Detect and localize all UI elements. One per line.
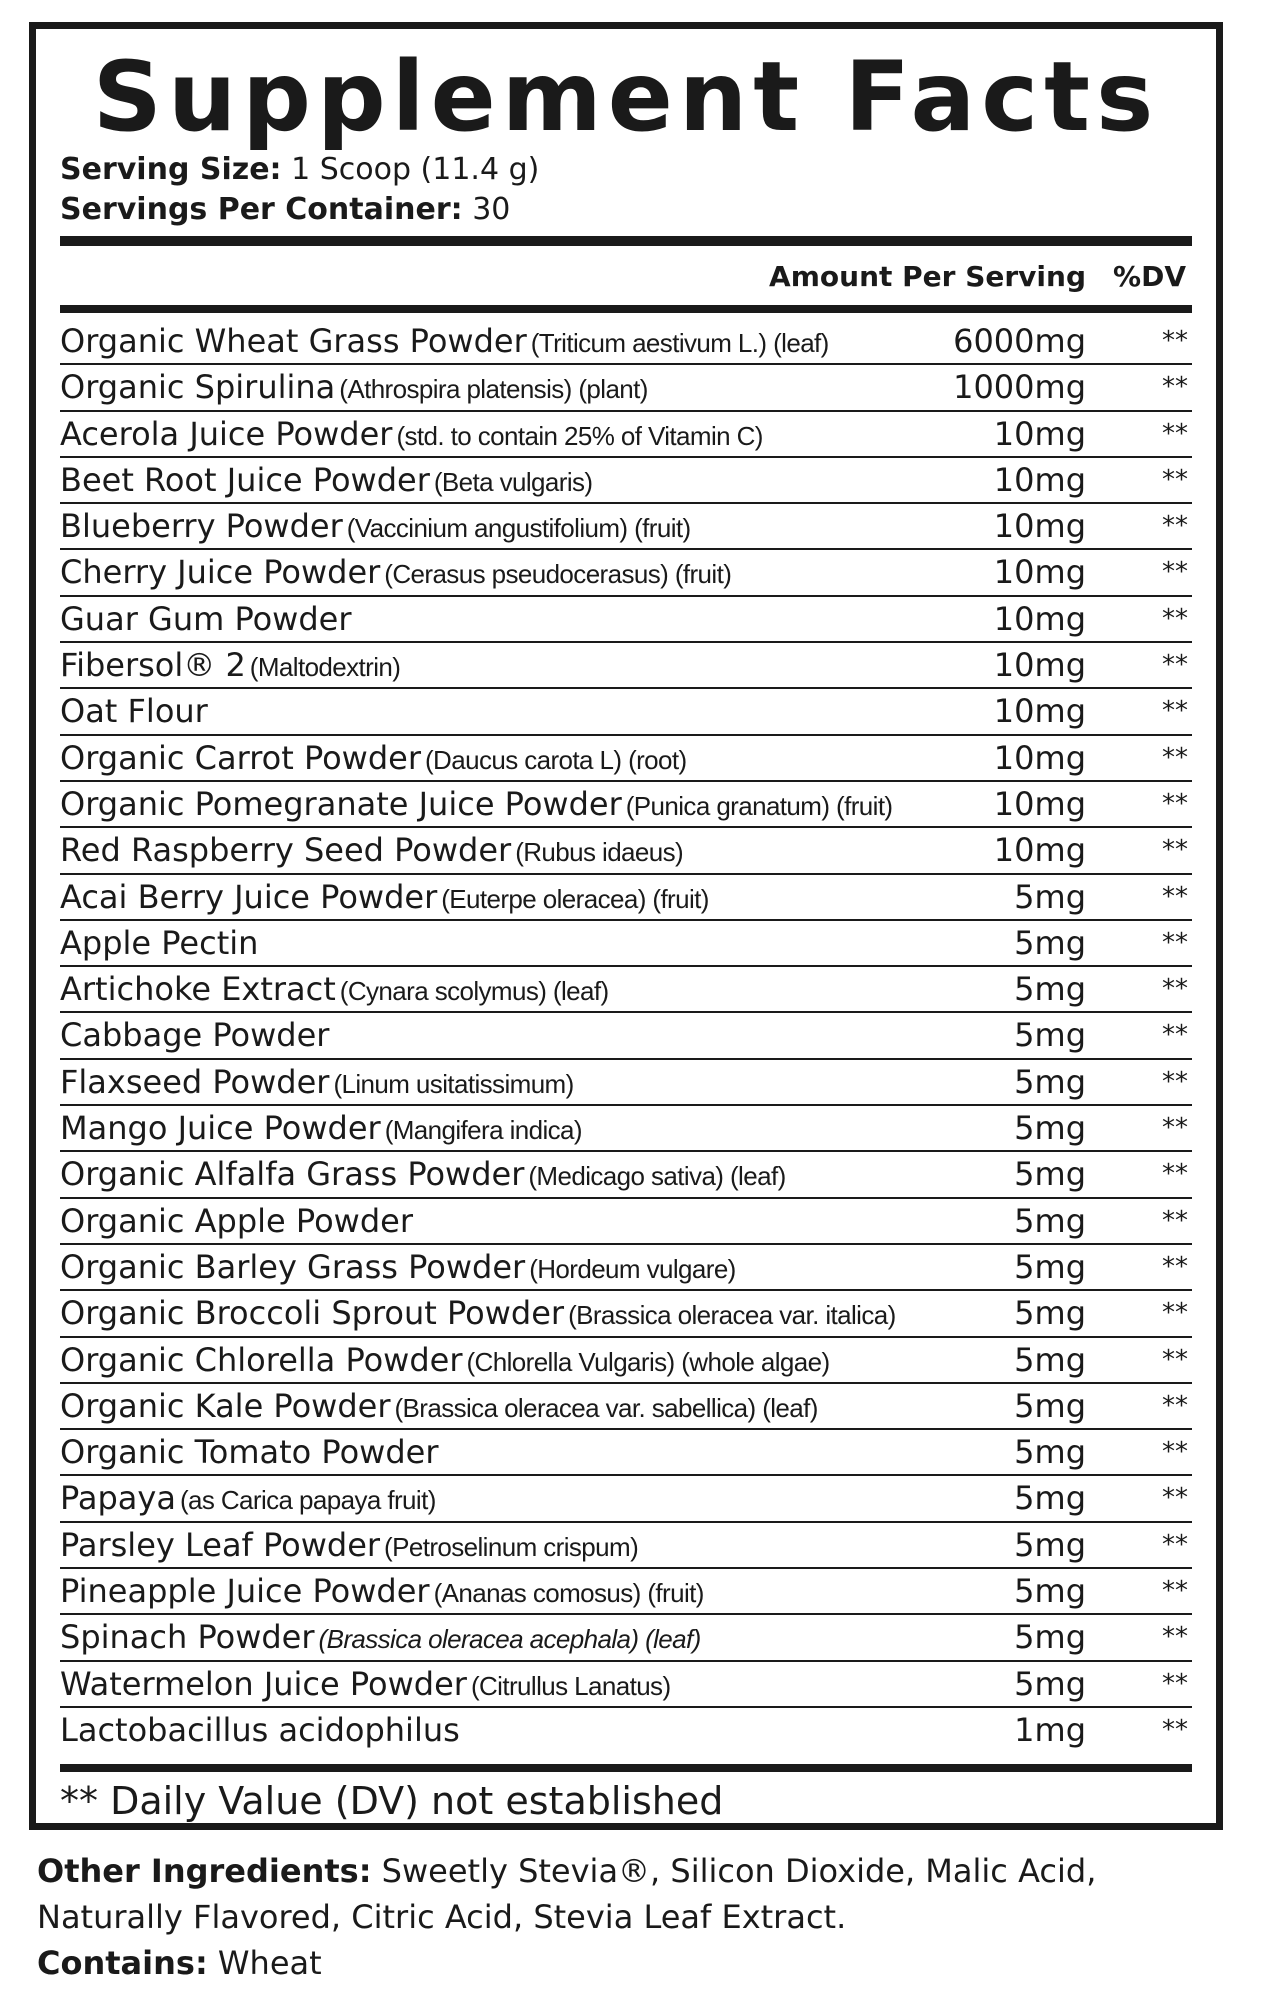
ingredient-name-cell <box>60 782 893 828</box>
ingredient-name: Organic Wheat Grass Powder <box>60 322 527 360</box>
ingredient-source: (Euterpe oleracea) (fruit) <box>441 883 709 914</box>
ingredient-row <box>60 921 1192 967</box>
ingredient-name-cell <box>60 365 648 411</box>
ingredient-name-cell <box>60 1430 438 1474</box>
ingredient-row <box>60 1384 1192 1430</box>
ingredient-name-cell <box>60 875 709 921</box>
ingredient-name: Organic Carrot Powder <box>60 738 421 777</box>
ingredient-dv: ** <box>1162 1205 1188 1236</box>
ingredient-dv: ** <box>1162 1020 1188 1051</box>
ingredient-name-cell <box>60 1152 786 1198</box>
ingredient-name-cell <box>60 1106 582 1152</box>
ingredient-name: Organic Kale Powder <box>60 1386 391 1425</box>
ingredient-amount: 5mg <box>1014 877 1086 916</box>
ingredient-name: Watermelon Juice Powder <box>60 1664 467 1703</box>
ingredient-amount: 5mg <box>1014 1433 1086 1472</box>
ingredient-dv: ** <box>1162 650 1188 681</box>
ingredient-amount: 10mg <box>993 553 1086 592</box>
ingredient-amount: 5mg <box>1014 1386 1086 1425</box>
ingredient-dv: ** <box>1162 372 1188 403</box>
ingredient-dv: ** <box>1162 511 1188 542</box>
ingredient-row <box>60 1199 1192 1245</box>
ingredient-amount: 5mg <box>1014 970 1086 1009</box>
ingredient-amount: 10mg <box>993 784 1086 823</box>
ingredient-amount: 10mg <box>993 599 1086 638</box>
servings-per-container-line <box>60 190 539 230</box>
ingredient-dv: ** <box>1162 1529 1188 1560</box>
ingredient-name: Guar Gum Powder <box>60 599 352 638</box>
ingredient-amount: 5mg <box>1014 1525 1086 1564</box>
ingredient-source: (Athrospira platensis) (plant) <box>339 374 648 405</box>
ingredient-row <box>60 875 1192 921</box>
ingredient-row <box>60 967 1192 1013</box>
serving-size-value: 1 Scoop (11.4 g) <box>291 152 540 187</box>
ingredient-dv: ** <box>1162 881 1188 912</box>
ingredient-source: (Petroselinum crispum) <box>384 1531 639 1562</box>
amount-per-serving-header: Amount Per Serving <box>769 260 1086 293</box>
ingredient-name: Artichoke Extract <box>60 970 336 1009</box>
ingredient-amount: 5mg <box>1014 1201 1086 1240</box>
ingredient-row <box>60 1615 1192 1661</box>
ingredient-amount: 10mg <box>993 646 1086 685</box>
ingredient-source: (Brassica oleracea var. italica) <box>568 1300 896 1331</box>
ingredient-name: Organic Apple Powder <box>60 1201 413 1240</box>
ingredient-row <box>60 1060 1192 1106</box>
ingredient-name-cell <box>60 1708 460 1752</box>
ingredient-name: Organic Barley Grass Powder <box>60 1247 526 1286</box>
ingredient-name-cell <box>60 643 400 689</box>
other-info <box>37 1848 1237 1986</box>
ingredient-source: (Brassica oleracea var. sabellica) (leaf) <box>394 1392 818 1423</box>
serving-size-line <box>60 150 539 190</box>
ingredient-source: (as Carica papaya fruit) <box>179 1485 436 1516</box>
ingredient-name: Cherry Juice Powder <box>60 553 381 592</box>
ingredient-name-cell <box>60 597 352 641</box>
ingredient-row <box>60 1662 1192 1708</box>
ingredient-dv: ** <box>1162 464 1188 495</box>
ingredient-dv: ** <box>1162 1483 1188 1514</box>
ingredient-name-cell <box>60 689 208 733</box>
ingredient-name: Organic Tomato Powder <box>60 1433 439 1472</box>
ingredient-dv: ** <box>1162 1159 1188 1190</box>
ingredient-row <box>60 1013 1192 1059</box>
ingredient-dv: ** <box>1162 927 1188 958</box>
ingredient-row <box>60 550 1192 596</box>
divider-thick-bottom <box>60 1764 1192 1772</box>
ingredient-row <box>60 782 1192 828</box>
ingredient-amount: 5mg <box>1014 1247 1086 1286</box>
ingredient-dv: ** <box>1162 1113 1188 1144</box>
ingredient-dv: ** <box>1162 326 1188 356</box>
ingredient-name-cell <box>60 1569 704 1615</box>
ingredient-name-cell <box>60 412 763 458</box>
ingredient-row <box>60 1338 1192 1384</box>
ingredient-name-cell <box>60 504 691 550</box>
ingredient-source: (Mangifera indica) <box>384 1115 582 1146</box>
ingredient-name-cell <box>60 967 609 1013</box>
dv-footnote: ** Daily Value (DV) not established <box>60 1779 724 1823</box>
ingredient-source: (Rubus idaeus) <box>515 837 684 868</box>
ingredient-name: Organic Spirulina <box>60 368 336 407</box>
ingredient-source: (Ananas comosus) (fruit) <box>433 1578 704 1609</box>
ingredient-row <box>60 1245 1192 1291</box>
ingredient-amount: 1000mg <box>953 368 1086 407</box>
ingredient-source: (Brassica oleracea acephala) (leaf) <box>318 1624 701 1655</box>
ingredient-name-cell <box>60 1060 574 1106</box>
ingredient-amount: 5mg <box>1014 1340 1086 1379</box>
ingredient-name-cell <box>60 1523 638 1569</box>
ingredient-row <box>60 319 1192 365</box>
ingredient-name-cell <box>60 1662 671 1708</box>
servings-per-container-value: 30 <box>472 192 511 227</box>
ingredient-amount: 5mg <box>1014 1109 1086 1148</box>
ingredient-name: Acerola Juice Powder <box>60 414 393 453</box>
servings-per-container-label: Servings Per Container: <box>60 192 463 227</box>
ingredient-source: (Punica granatum) (fruit) <box>625 790 893 821</box>
ingredient-name-cell <box>60 1338 830 1384</box>
ingredient-name: Flaxseed Powder <box>60 1062 330 1101</box>
ingredient-name-cell <box>60 319 829 365</box>
ingredient-row <box>60 1152 1192 1198</box>
ingredient-name: Cabbage Powder <box>60 1016 330 1055</box>
ingredient-name: Organic Pomegranate Juice Powder <box>60 784 622 823</box>
ingredient-row <box>60 1708 1192 1754</box>
ingredient-name-cell <box>60 1199 413 1243</box>
ingredient-source: (Cerasus pseudocerasus) (fruit) <box>384 559 732 590</box>
dv-header: %DV <box>1113 260 1186 293</box>
ingredient-amount: 10mg <box>993 738 1086 777</box>
divider-thick-top <box>60 236 1192 246</box>
ingredient-dv: ** <box>1162 835 1188 866</box>
ingredient-amount: 10mg <box>993 507 1086 546</box>
ingredient-dv: ** <box>1162 974 1188 1005</box>
ingredient-name: Acai Berry Juice Powder <box>60 877 438 916</box>
ingredient-dv: ** <box>1162 1437 1188 1468</box>
ingredient-row <box>60 1476 1192 1522</box>
panel-title: Supplement Facts <box>92 41 1160 153</box>
ingredient-name-cell <box>60 550 731 596</box>
ingredient-name: Spinach Powder <box>60 1618 315 1657</box>
ingredient-dv: ** <box>1162 1298 1188 1329</box>
ingredient-dv: ** <box>1162 742 1188 773</box>
ingredient-source: (Chlorella Vulgaris) (whole algae) <box>466 1346 830 1377</box>
ingredient-source: (Daucus carota L) (root) <box>425 744 687 775</box>
ingredient-name-cell <box>60 1384 818 1430</box>
ingredient-name: Mango Juice Powder <box>60 1109 381 1148</box>
ingredient-amount: 1mg <box>1014 1710 1086 1749</box>
ingredient-dv: ** <box>1162 1344 1188 1375</box>
ingredient-dv: ** <box>1162 1668 1188 1699</box>
ingredient-name: Lactobacillus acidophilus <box>60 1710 460 1749</box>
supplement-facts-panel <box>29 22 1223 1830</box>
contains-label: Contains: <box>37 1944 208 1982</box>
ingredient-name: Red Raspberry Seed Powder <box>60 831 512 870</box>
column-header <box>60 254 1192 300</box>
ingredient-name: Papaya <box>60 1479 176 1518</box>
ingredient-dv: ** <box>1162 418 1188 449</box>
ingredient-amount: 10mg <box>993 692 1086 731</box>
ingredient-row <box>60 736 1192 782</box>
ingredient-name: Organic Broccoli Sprout Powder <box>60 1294 565 1333</box>
ingredient-source: (Maltodextrin) <box>249 652 401 683</box>
ingredient-amount: 5mg <box>1014 1155 1086 1194</box>
other-ingredients-value: Sweetly Stevia®, Silicon Dioxide, Malic Acid, Naturally Flavored, Citric Acid, Stevia Leaf Extract. <box>37 1852 1097 1936</box>
ingredient-row <box>60 828 1192 874</box>
ingredient-dv: ** <box>1162 696 1188 727</box>
ingredient-amount: 5mg <box>1014 1294 1086 1333</box>
ingredient-dv: ** <box>1162 1066 1188 1097</box>
ingredient-source: (Vaccinium angustifolium) (fruit) <box>346 513 691 544</box>
ingredient-amount: 10mg <box>993 831 1086 870</box>
ingredient-amount: 5mg <box>1014 1618 1086 1657</box>
ingredient-name-cell <box>60 736 687 782</box>
ingredient-row <box>60 365 1192 411</box>
ingredient-name: Organic Chlorella Powder <box>60 1340 463 1379</box>
ingredient-amount: 10mg <box>993 460 1086 499</box>
ingredient-row <box>60 412 1192 458</box>
ingredient-amount: 5mg <box>1014 1664 1086 1703</box>
ingredient-dv: ** <box>1162 1251 1188 1282</box>
ingredient-dv: ** <box>1162 1714 1188 1745</box>
ingredient-row <box>60 1523 1192 1569</box>
ingredient-name-cell <box>60 1291 896 1337</box>
ingredient-name-cell <box>60 921 258 965</box>
ingredient-amount: 6000mg <box>953 322 1086 360</box>
ingredient-row <box>60 1291 1192 1337</box>
ingredient-row <box>60 643 1192 689</box>
ingredient-name: Organic Alfalfa Grass Powder <box>60 1155 525 1194</box>
ingredient-row <box>60 504 1192 550</box>
ingredient-name: Blueberry Powder <box>60 507 343 546</box>
ingredient-source: (Triticum aestivum L.) (leaf) <box>530 328 829 358</box>
ingredient-amount: 5mg <box>1014 1572 1086 1611</box>
ingredient-amount: 5mg <box>1014 923 1086 962</box>
ingredient-row <box>60 1569 1192 1615</box>
ingredient-amount: 5mg <box>1014 1016 1086 1055</box>
ingredient-name-cell <box>60 1476 436 1522</box>
ingredient-amount: 5mg <box>1014 1479 1086 1518</box>
ingredient-source: (Citrullus Lanatus) <box>470 1670 671 1701</box>
ingredient-dv: ** <box>1162 603 1188 634</box>
ingredient-dv: ** <box>1162 1622 1188 1653</box>
ingredient-row <box>60 1106 1192 1152</box>
ingredient-name-cell <box>60 828 683 874</box>
contains <box>37 1940 1237 1986</box>
ingredient-row <box>60 1430 1192 1476</box>
ingredient-source: (Hordeum vulgare) <box>529 1253 736 1284</box>
ingredient-source: (Cynara scolymus) (leaf) <box>339 976 609 1007</box>
ingredient-list <box>60 319 1192 1754</box>
other-ingredients-label: Other Ingredients: <box>37 1852 372 1890</box>
ingredient-amount: 10mg <box>993 414 1086 453</box>
ingredient-dv: ** <box>1162 1576 1188 1607</box>
ingredient-name: Oat Flour <box>60 692 208 731</box>
ingredient-row <box>60 597 1192 643</box>
serving-info <box>60 150 539 230</box>
ingredient-source: (std. to contain 25% of Vitamin C) <box>396 420 763 451</box>
ingredient-name: Fibersol® 2 <box>60 646 246 685</box>
ingredient-source: (Linum usitatissimum) <box>333 1068 574 1099</box>
ingredient-dv: ** <box>1162 1390 1188 1421</box>
ingredient-name-cell <box>60 1615 701 1661</box>
ingredient-dv: ** <box>1162 788 1188 819</box>
divider-thick-header <box>60 305 1192 313</box>
ingredient-row <box>60 458 1192 504</box>
ingredient-name-cell <box>60 458 592 504</box>
ingredient-source: (Medicago sativa) (leaf) <box>528 1161 786 1192</box>
ingredient-dv: ** <box>1162 557 1188 588</box>
ingredient-name: Apple Pectin <box>60 923 259 962</box>
ingredient-name-cell <box>60 1245 736 1291</box>
other-ingredients <box>37 1848 1237 1940</box>
ingredient-amount: 5mg <box>1014 1062 1086 1101</box>
ingredient-row <box>60 689 1192 735</box>
contains-value: Wheat <box>217 1944 322 1982</box>
ingredient-name: Beet Root Juice Powder <box>60 460 430 499</box>
ingredient-name: Pineapple Juice Powder <box>60 1572 430 1611</box>
ingredient-name: Parsley Leaf Powder <box>60 1525 381 1564</box>
ingredient-name-cell <box>60 1013 329 1057</box>
ingredient-source: (Beta vulgaris) <box>433 466 593 497</box>
serving-size-label: Serving Size: <box>60 152 282 187</box>
